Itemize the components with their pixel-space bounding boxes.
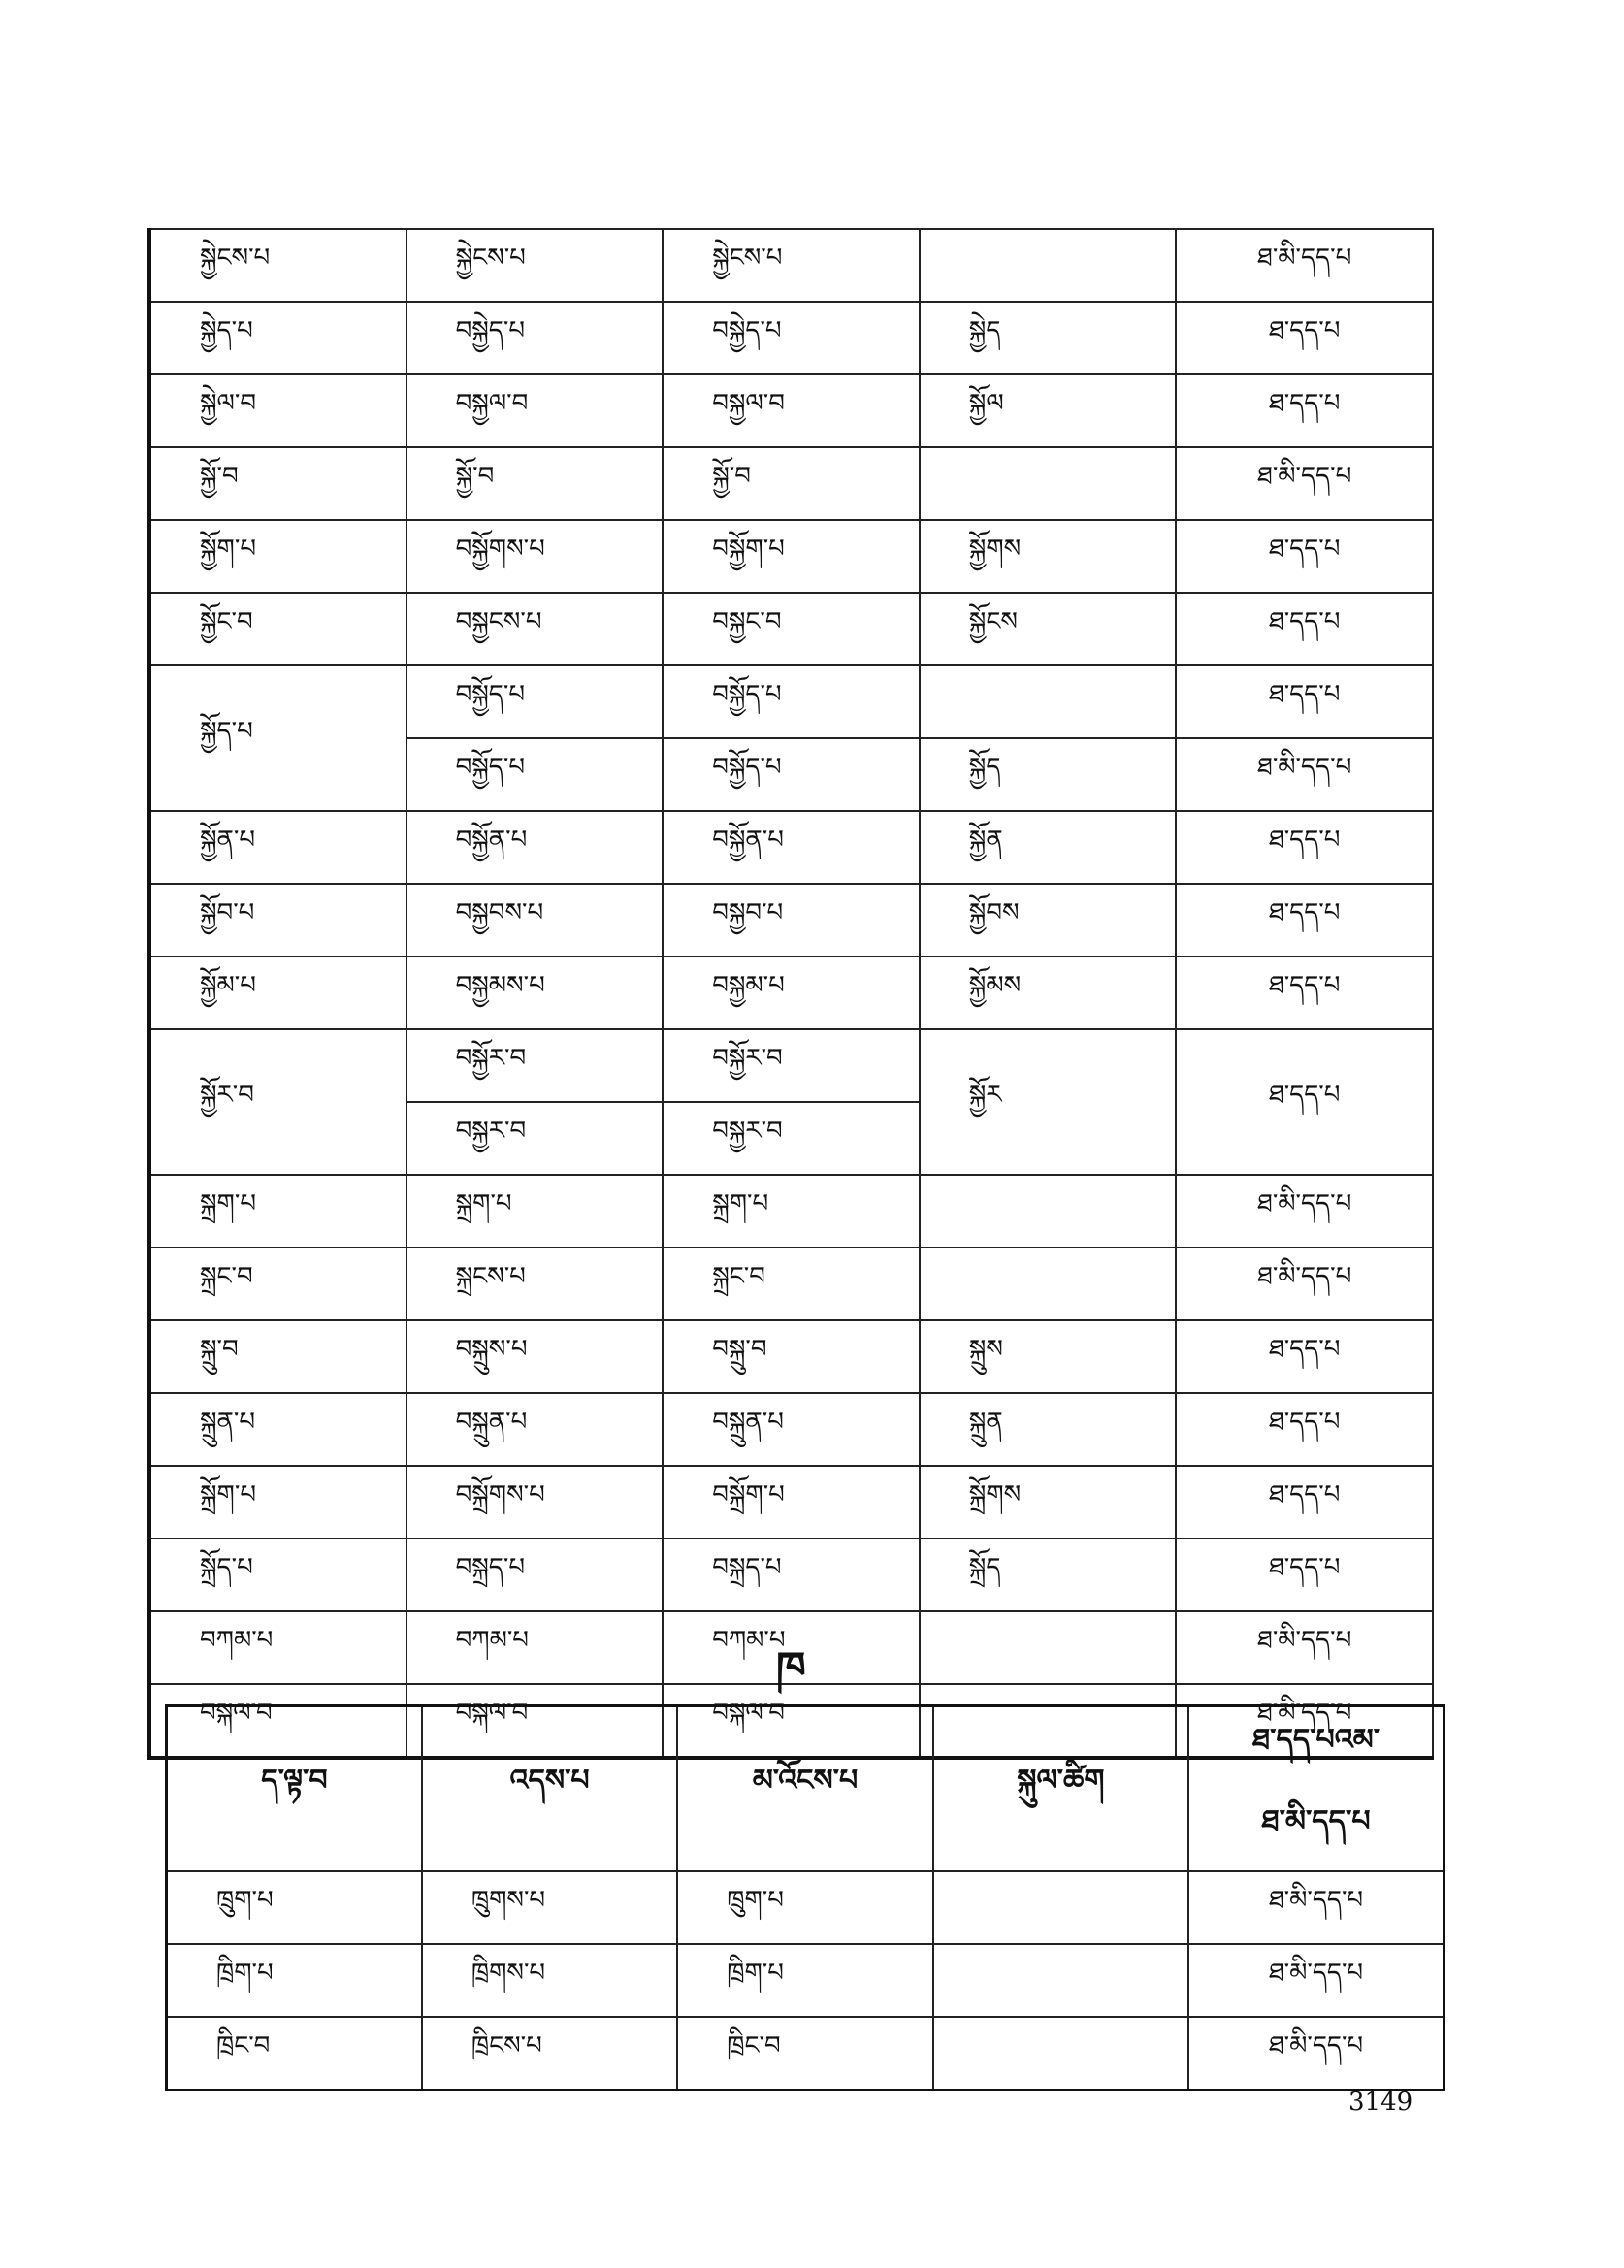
cell-present: སྐྱེལ་བ	[149, 374, 406, 447]
cell-present: སྐྱོང་བ	[149, 593, 406, 665]
cell-past: སྐྱེངས་པ	[406, 229, 664, 302]
section-letter: ཁ	[776, 1643, 806, 1693]
cell-imperative	[933, 1944, 1188, 2017]
table-row	[149, 447, 1433, 520]
cell-present: སྐྱོ་བ	[149, 447, 406, 520]
table-row	[167, 1871, 1445, 1944]
table-row	[149, 302, 1433, 374]
cell-present: སྐྱོབ་པ	[149, 884, 406, 956]
cell-transitivity: ཐ་དད་པ	[1176, 374, 1433, 447]
cell-present: སྐྲག་པ	[149, 1175, 406, 1247]
table-row	[149, 884, 1433, 956]
cell-imperative	[920, 229, 1177, 302]
cell-future: བསྐལ་བ	[663, 1684, 920, 1758]
header-past: འདས་པ	[422, 1706, 677, 1872]
cell-transitivity: ཐ་དད་པ	[1176, 520, 1433, 593]
cell-present: སྐྲང་བ	[149, 1247, 406, 1320]
cell-future: བསྐྲད་པ	[663, 1539, 920, 1611]
cell-present: ཁྲིང་བ	[167, 2017, 422, 2090]
verb-table-kha	[165, 1704, 1445, 2091]
cell-future: བསྐྱར་བ	[663, 1102, 920, 1175]
cell-future: བསྐྲུན་པ	[663, 1393, 920, 1466]
table-row	[167, 1944, 1445, 2017]
cell-past: ཁྲིགས་པ	[422, 1944, 677, 2017]
cell-future: བསྐྱོག་པ	[663, 520, 920, 593]
cell-transitivity: ཐ་མི་དད་པ	[1188, 1944, 1444, 2017]
table-row	[149, 1466, 1433, 1539]
cell-imperative	[920, 1175, 1177, 1247]
cell-present: སྐྲུན་པ	[149, 1393, 406, 1466]
cell-future: བསྐྱོད་པ	[663, 738, 920, 811]
table-row	[149, 665, 1433, 738]
cell-future: བསྐྱལ་བ	[663, 374, 920, 447]
cell-present: སྐྱོན་པ	[149, 811, 406, 884]
cell-past: སྐྲངས་པ	[406, 1247, 664, 1320]
table-row	[149, 1320, 1433, 1393]
cell-past: སྐྱོ་བ	[406, 447, 664, 520]
table-row	[149, 1247, 1433, 1320]
cell-imperative	[920, 1611, 1177, 1684]
cell-imperative	[933, 2017, 1188, 2090]
page-number: 3149	[1348, 2088, 1413, 2117]
table-row	[149, 956, 1433, 1029]
cell-imperative	[920, 447, 1177, 520]
cell-past: བསྐྱོད་པ	[406, 738, 664, 811]
cell-present: སྐྱོག་པ	[149, 520, 406, 593]
cell-transitivity: ཐ་མི་དད་པ	[1176, 1611, 1433, 1684]
cell-transitivity: ཐ་མི་དད་པ	[1188, 1871, 1444, 1944]
cell-past: བསྐལ་བ	[406, 1684, 664, 1758]
cell-past: བསྐྱོན་པ	[406, 811, 664, 884]
cell-transitivity: ཐ་མི་དད་པ	[1176, 229, 1433, 302]
cell-past: བསྐྱར་བ	[406, 1102, 664, 1175]
cell-past: བསྐྱོགས་པ	[406, 520, 664, 593]
cell-future: བསྐྲུ་བ	[663, 1320, 920, 1393]
cell-present: ཁྲུག་པ	[167, 1871, 422, 1944]
cell-imperative: སྐྱེད	[920, 302, 1177, 374]
cell-past: སྐྲག་པ	[406, 1175, 664, 1247]
cell-imperative: སྐྱོགས	[920, 520, 1177, 593]
cell-past: བསྐྱབས་པ	[406, 884, 664, 956]
cell-future: བསྐྱོན་པ	[663, 811, 920, 884]
cell-past: བསྐྲུས་པ	[406, 1320, 664, 1393]
cell-present: སྐྱེངས་པ	[149, 229, 406, 302]
table-row	[149, 811, 1433, 884]
cell-present: སྐྱེད་པ	[149, 302, 406, 374]
header-future: མ་འོངས་པ	[677, 1706, 932, 1872]
cell-imperative: སྐྱོངས	[920, 593, 1177, 665]
cell-future: བཀམ་པ	[663, 1611, 920, 1684]
cell-present: སྐྲོད་པ	[149, 1539, 406, 1611]
cell-present: ཁྲིག་པ	[167, 1944, 422, 2017]
cell-imperative: སྐྱོར	[920, 1029, 1177, 1175]
cell-future: སྐྱོ་བ	[663, 447, 920, 520]
cell-present: བསྐལ་བ	[149, 1684, 406, 1758]
cell-past: བསྐྲད་པ	[406, 1539, 664, 1611]
cell-future: ཁྲིག་པ	[677, 1944, 932, 2017]
cell-imperative: སྐྱོལ	[920, 374, 1177, 447]
cell-transitivity: ཐ་དད་པ	[1176, 593, 1433, 665]
cell-past: བསྐྱོད་པ	[406, 665, 664, 738]
cell-transitivity: ཐ་དད་པ	[1176, 956, 1433, 1029]
cell-transitivity: ཐ་མི་དད་པ	[1176, 1175, 1433, 1247]
table-row	[149, 374, 1433, 447]
cell-future: སྐྱེངས་པ	[663, 229, 920, 302]
table-row	[149, 1393, 1433, 1466]
table-header-row	[167, 1706, 1445, 1872]
table-row	[167, 2017, 1445, 2090]
cell-transitivity: ཐ་དད་པ	[1176, 1539, 1433, 1611]
cell-transitivity: ཐ་དད་པ	[1176, 811, 1433, 884]
cell-past: བསྐྲོགས་པ	[406, 1466, 664, 1539]
cell-transitivity: ཐ་མི་དད་པ	[1176, 447, 1433, 520]
cell-future: སྐྲག་པ	[663, 1175, 920, 1247]
cell-imperative: སྐྲུས	[920, 1320, 1177, 1393]
cell-past: བསྐྱལ་བ	[406, 374, 664, 447]
cell-future: བསྐྱང་བ	[663, 593, 920, 665]
cell-imperative	[933, 1871, 1188, 1944]
cell-transitivity: ཐ་མི་དད་པ	[1176, 1684, 1433, 1758]
verb-table-ka	[147, 228, 1434, 1760]
cell-transitivity: ཐ་དད་པ	[1176, 1029, 1433, 1175]
cell-imperative: སྐྲོད	[920, 1539, 1177, 1611]
cell-future: བསྐྱོར་བ	[663, 1029, 920, 1102]
cell-future: སྐྲང་བ	[663, 1247, 920, 1320]
cell-transitivity: ཐ་མི་དད་པ	[1188, 2017, 1444, 2090]
header-transitivity-line2: ཐ་མི་དད་པ	[1261, 1804, 1371, 1838]
cell-future: བསྐྱབ་པ	[663, 884, 920, 956]
cell-future: བསྐྱེད་པ	[663, 302, 920, 374]
cell-imperative: སྐྱོབས	[920, 884, 1177, 956]
header-present: ད་ལྟ་བ	[167, 1706, 422, 1872]
cell-past: ཁྲིངས་པ	[422, 2017, 677, 2090]
cell-imperative: སྐྱོམས	[920, 956, 1177, 1029]
cell-present: སྐྱོར་བ	[149, 1029, 406, 1175]
cell-transitivity: ཐ་དད་པ	[1176, 1320, 1433, 1393]
cell-transitivity: ཐ་མི་དད་པ	[1176, 1247, 1433, 1320]
cell-transitivity: ཐ་མི་དད་པ	[1176, 738, 1433, 811]
header-imperative: སྐུལ་ཚིག	[933, 1706, 1188, 1872]
table-row	[149, 1029, 1433, 1102]
cell-present: སྐྲུ་བ	[149, 1320, 406, 1393]
cell-future: ཁྲུག་པ	[677, 1871, 932, 1944]
table-row	[149, 229, 1433, 302]
table-row	[149, 520, 1433, 593]
cell-past: བསྐྱེད་པ	[406, 302, 664, 374]
cell-past: བསྐྱོར་བ	[406, 1029, 664, 1102]
cell-past: བསྐྲུན་པ	[406, 1393, 664, 1466]
table-row	[149, 1539, 1433, 1611]
table-row	[149, 593, 1433, 665]
cell-imperative: སྐྱོད	[920, 738, 1177, 811]
cell-present: སྐྲོག་པ	[149, 1466, 406, 1539]
cell-future: ཁྲིང་བ	[677, 2017, 932, 2090]
cell-transitivity: ཐ་དད་པ	[1176, 302, 1433, 374]
cell-imperative: སྐྲུན	[920, 1393, 1177, 1466]
cell-future: བསྐྱམ་པ	[663, 956, 920, 1029]
cell-present: སྐྱོམ་པ	[149, 956, 406, 1029]
header-transitivity-line1: ཐ་དད་པའམ་	[1252, 1723, 1380, 1757]
cell-imperative	[920, 1247, 1177, 1320]
cell-imperative: སྐྱོན	[920, 811, 1177, 884]
cell-future: བསྐྱོད་པ	[663, 665, 920, 738]
cell-future: བསྐྲོག་པ	[663, 1466, 920, 1539]
cell-past: ཁྲུགས་པ	[422, 1871, 677, 1944]
cell-transitivity: ཐ་དད་པ	[1176, 1393, 1433, 1466]
cell-imperative: སྐྲོགས	[920, 1466, 1177, 1539]
cell-transitivity: ཐ་དད་པ	[1176, 1466, 1433, 1539]
cell-transitivity: ཐ་དད་པ	[1176, 884, 1433, 956]
cell-past: བསྐྱམས་པ	[406, 956, 664, 1029]
header-transitivity	[1188, 1706, 1444, 1872]
cell-present: སྐྱོད་པ	[149, 665, 406, 811]
table-row	[149, 1175, 1433, 1247]
cell-past: བསྐྱངས་པ	[406, 593, 664, 665]
cell-imperative	[920, 665, 1177, 738]
cell-transitivity: ཐ་དད་པ	[1176, 665, 1433, 738]
cell-present: བཀམ་པ	[149, 1611, 406, 1684]
cell-past: བཀམ་པ	[406, 1611, 664, 1684]
